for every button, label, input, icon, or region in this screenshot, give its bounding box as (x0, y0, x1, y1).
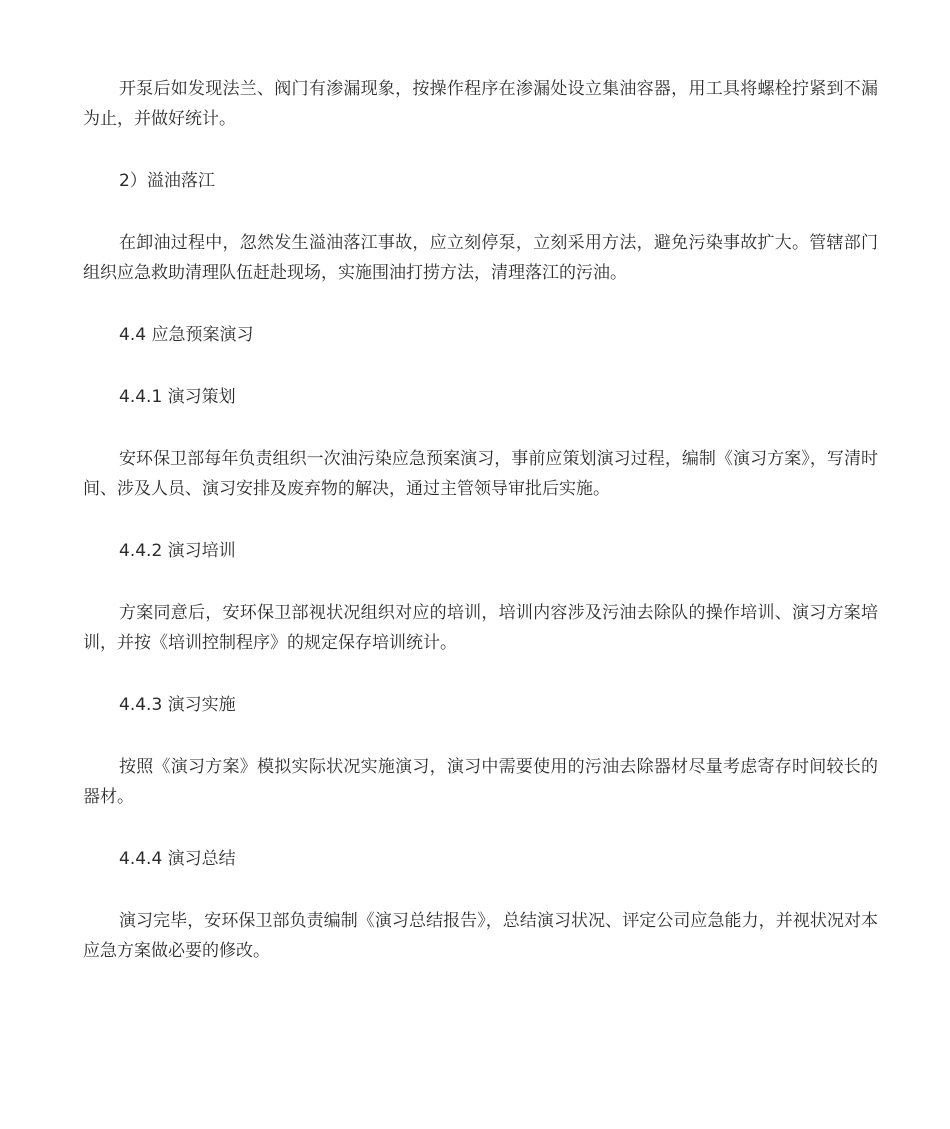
heading-drill-training: 4.4.2 演习培训 (119, 541, 236, 561)
paragraph-drill-training: 方案同意后，安环保卫部视状况组织对应的培训，培训内容涉及污油去除队的操作培训、演习方案培训，并按《培训控制程序》的规定保存培训统计。 (83, 603, 878, 653)
paragraph-drill-summary: 演习完毕，安环保卫部负责编制《演习总结报告》，总结演习状况、评定公司应急能力，并视状况对本应急方案做必要的修改。 (83, 911, 878, 961)
heading-drill-implementation: 4.4.3 演习实施 (119, 695, 236, 715)
paragraph-oil-spill: 在卸油过程中，忽然发生溢油落江事故，应立刻停泵，立刻采用方法，避免污染事故扩大。管辖部门组织应急救助清理队伍赶赴现场，实施围油打捞方法，清理落江的污油。 (83, 233, 878, 283)
document-body (83, 74, 878, 998)
heading-drill: 4.4 应急预案演习 (119, 325, 254, 345)
paragraph-drill-implementation: 按照《演习方案》模拟实际状况实施演习，演习中需要使用的污油去除器材尽量考虑寄存时间较长的器材。 (83, 757, 878, 807)
heading-drill-planning: 4.4.1 演习策划 (119, 387, 236, 407)
paragraph-leak-handling: 开泵后如发现法兰、阀门有渗漏现象，按操作程序在渗漏处设立集油容器，用工具将螺栓拧紧到不漏为止，并做好统计。 (83, 79, 878, 129)
heading-drill-summary: 4.4.4 演习总结 (119, 849, 236, 869)
heading-oil-spill: 2）溢油落江 (119, 171, 215, 191)
paragraph-drill-planning: 安环保卫部每年负责组织一次油污染应急预案演习，事前应策划演习过程，编制《演习方案》，写清时间、涉及人员、演习安排及废弃物的解决，通过主管领导审批后实施。 (83, 449, 878, 499)
